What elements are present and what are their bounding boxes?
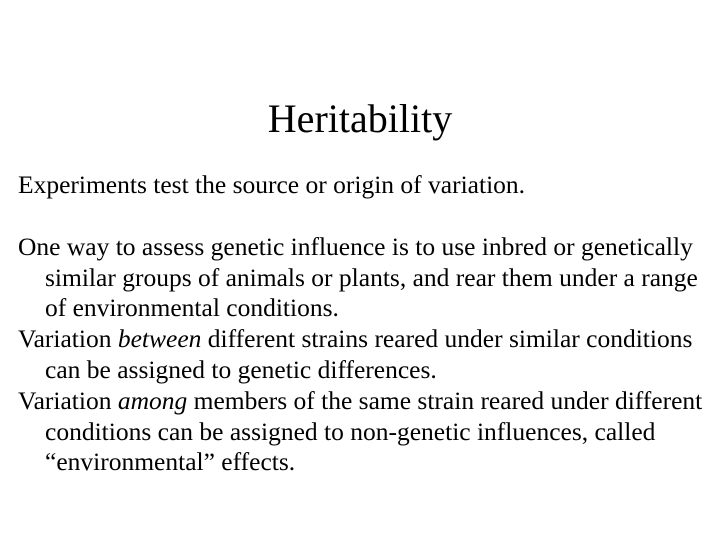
variation-among-rest: members of the same strain reared under different conditions can be assigned to non-genetic influences, called “environmental” effects.	[45, 385, 703, 477]
emphasis-between: between	[117, 324, 202, 354]
slide-title: Heritability	[267, 96, 453, 141]
variation-between-paragraph	[18, 324, 708, 386]
intro-paragraph: Experiments test the source or origin of variation.	[18, 170, 526, 199]
slide-body	[18, 170, 708, 478]
emphasis-among: among	[117, 385, 188, 415]
variation-among-lead: Variation	[18, 385, 118, 415]
genetic-influence-paragraph: One way to assess genetic influence is to use inbred or genetically similar groups of animals or plants, and rear them under a range of environmental conditions.	[18, 231, 698, 323]
variation-among-paragraph	[18, 386, 708, 478]
variation-between-lead: Variation	[18, 324, 118, 354]
variation-between-rest: different strains reared under similar conditions can be assigned to genetic differences.	[45, 324, 693, 384]
